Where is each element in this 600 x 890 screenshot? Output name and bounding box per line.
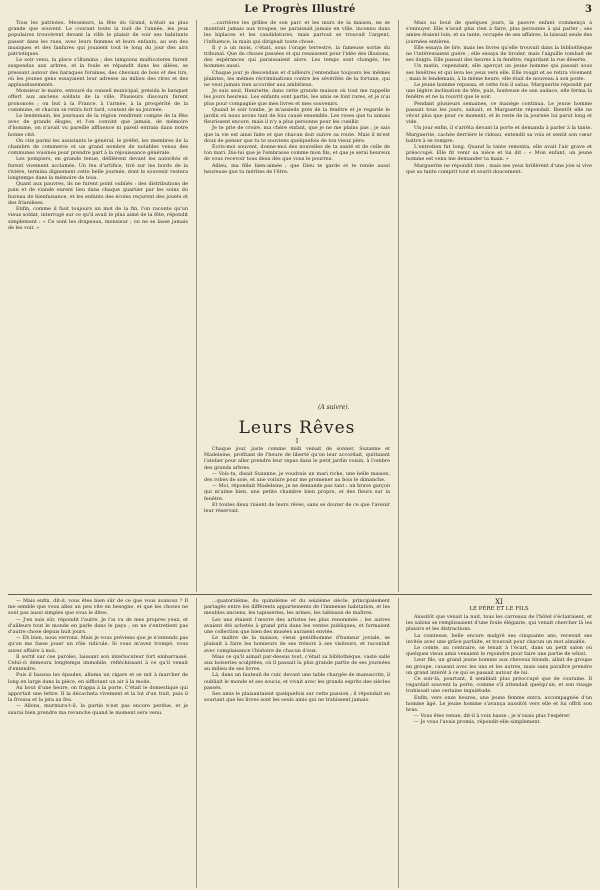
paragraph: Ses amis le plaisantaient quelquefois sur cette passion ; il répondait en souriant que les livres sont les seuls amis qui ne trahissent jamais. <box>204 691 390 704</box>
paragraph: Mais au bout de quelques jours, la pauvre enfant commença à s'ennuyer. Elle n'avait plus rien à faire, plus personne à qui parler ; ses amies étaient loin, et sa tante, occupée de ses affaires, la laissait seule des journées entières. <box>406 20 592 45</box>
paragraph: L'entretien fut long. Quand la tante remonta, elle avait l'air grave et préoccupé. Elle fit venir sa nièce et lui dit : « Mon enfant, un jeune homme est venu me demander ta main. » <box>406 144 592 163</box>
column-divider <box>398 598 399 888</box>
paragraph: Quand le soir tombe, je m'assieds près de la fenêtre et je regarde le jardin où nous avons tant de fois causé ensemble. Les roses que tu aimais fleurissent encore, mais il n'y a plus personne pour les cueillir. <box>204 106 390 126</box>
bottom-column-2 <box>204 598 390 888</box>
paragraph: Monsieur le maire, entouré du conseil municipal, présida le banquet offert aux anciens soldats de la ville. Plusieurs discours furent prononcés ; on but à la France, à l'armée, à la prospérité de la commune, et chacun se retira fort tard, content de sa journée. <box>8 88 188 113</box>
page-number: 3 <box>585 4 592 15</box>
top-column-2 <box>204 20 390 410</box>
paragraph: Au bout d'une heure, on frappa à la porte. C'était le domestique qui apportait une lettre. Il la décacheta vivement et la lut d'un trait, puis il la froissa et la jeta au feu. <box>8 684 188 704</box>
paragraph: Chaque jour, juste comme midi venait de sonner, Suzanne et Madeleine, profitant de l'heure de liberté qu'on leur accordait, quittaient l'atelier pour aller prendre leur repas dans le petit jardin voisin, à l'ombre des grands arbres. <box>204 446 390 471</box>
column-divider <box>398 20 399 592</box>
paragraph: Le jeune homme repassa, et cette fois il salua. Marguerite répondit par une légère inclination de tête, puis, honteuse de son audace, elle ferma la fenêtre et ne la rouvrit que le soir. <box>406 82 592 101</box>
story-headline: Leurs Rêves <box>238 418 356 438</box>
paragraph: — J'en suis sûr, répondit l'autre. Je l'ai vu de mes propres yeux, et d'ailleurs tout le monde en parle dans le pays ; on ne s'entretient pas d'autre chose depuis huit jours. <box>8 616 188 636</box>
paragraph: ...quatorzième, du quinzième et du seizième siècle, principalement partagés entre les différents appartements de l'immense habitation, et les meubles anciens, les tapisseries, les armes, les tableaux de maîtres. <box>204 598 390 617</box>
paragraph: Quant aux pauvres, ils ne furent point oubliés : des distributions de pain et de viande eurent lieu dans chaque quartier par les soins du bureau de bienfaisance, et les enfants des écoles reçurent des jouets et des friandises. <box>8 181 188 206</box>
chapter-number: XI <box>495 598 503 606</box>
paragraph: Mais ce qu'il aimait par-dessus tout, c'était sa bibliothèque, vaste salle aux boiseries sculptées, où il passait la plus grande partie de ses journées au milieu de ses livres. <box>204 653 390 673</box>
paragraph: Pendant plusieurs semaines, ce manège continua. Le jeune homme passait tous les jours, saluait, et Marguerite répondait. Bientôt elle ne vécut plus que pour ce moment, et le reste de la journée lui parut long et vide. <box>406 100 592 126</box>
paragraph: — Eh bien, nous verrons. Mais je vous préviens que je n'entends pas qu'on me fasse jouer un rôle ridicule. Si vous m'avez trompé, vous aurez affaire à moi. <box>8 635 188 654</box>
chapter-title: LE PÈRE ET LE FILS <box>469 606 529 612</box>
paragraph: Les pompiers, en grande tenue, défilèrent devant les autorités et furent vivement acclamés. Un feu d'artifice, tiré sur les bords de la rivière, termina dignement cette belle journée, dont le souvenir restera longtemps dans la mémoire de tous. <box>8 156 188 182</box>
bottom-column-1 <box>8 598 188 888</box>
top-column-1 <box>8 20 188 594</box>
paragraph: Adieu, ma fille bien-aimée ; que Dieu te garde et te rende aussi heureuse que tu mérites de l'être. <box>204 162 390 175</box>
newspaper-title: Le Progrès Illustré <box>244 4 356 15</box>
paragraph: Puis il haussa les épaules, alluma un cigare et se mit à marcher de long en large dans la pièce, en sifflotant un air à la mode. <box>8 672 188 685</box>
top-column-3 <box>406 20 592 594</box>
serial-continuation-note: (A suivre). <box>318 404 350 411</box>
paragraph: — Vois-tu, disait Suzanne, je voudrais un mari riche, une belle maison, des robes de soie, et une voiture pour me promener au bois le dimanche. <box>204 470 390 484</box>
paragraph: Le maître de la maison, vieux gentilhomme d'humeur joviale, se plaisait à faire les honneurs de ses trésors à ses visiteurs, et racontait avec complaisance l'histoire de chacun d'eux. <box>204 635 390 654</box>
paragraph: La comtesse, belle encore malgré ses cinquante ans, recevait ses invités avec une grâce parfaite, et trouvait pour chacun un mot aimable. <box>406 632 592 645</box>
paragraph: Le soir venu, la place s'illumina ; des lampions multicolores furent suspendus aux arbres, et la foule se répandit dans les allées, se pressant autour des baraques foraines, des chevaux de bois et des tirs, où les jeunes gens essayaient leur adresse au milieu des rires et des applaudissements. <box>8 57 188 89</box>
paragraph: On cite parmi les assistants le général, le préfet, les membres de la chambre de commerce et un grand nombre de notables venus des communes voisines pour prendre part à la réjouissance générale. <box>8 137 188 157</box>
bottom-column-3 <box>406 614 592 888</box>
paragraph: Il y a un mois, c'était, sous l'orage terrestre, la fameuse sortie du tribunal. Que de choses passées et qui renaissent pour l'idée des illusions, des espérances qui paraissaient alors. Les temps sont changés, les hommes aussi. <box>204 44 390 70</box>
paragraph: Chaque jour je descendais et d'ailleurs j'entendais toujours les mêmes plaintes, les mêmes récriminations contre les sévérités de la fortune, qui ne veut jamais rien accorder aux ambitieux. <box>204 69 390 89</box>
paragraph: Je suis seul, Henriette, dans cette grande maison où tout me rappelle les jours heureux. Les enfants sont partis, les amis se font rares, et je n'ai plus pour compagnie que mes livres et mes souvenirs. <box>204 88 390 107</box>
paragraph: Elle essaya de lire, mais les livres qu'elle trouvait dans la bibliothèque ne l'intéressaient guère ; elle essaya de broder, mais l'aiguille tombait de ses doigts. Elle passait des heures à la fenêtre, regardant la rue déserte. <box>406 44 592 64</box>
paragraph: Un matin, cependant, elle aperçut un jeune homme qui passait sous ses fenêtres et qui leva les yeux vers elle. Elle rougit et se retira vivement ; mais le lendemain, à la même heure, elle était de nouveau à son poste. <box>406 63 592 82</box>
paragraph: — Moi, répondait Madeleine, je ne demande pas tant : un brave garçon qui m'aime bien, une petite chambre bien propre, et des fleurs sur la fenêtre. <box>204 483 390 502</box>
paragraph: Tous les patriotes. Messieurs, la fête du Grand, n'était sa plus grande que souvent. Le courant toute la nuit de l'année, les jeux populaires trouvèrent devant la ville le plaisir de voir ses habitants passer dans les rues, avec leurs femmes et leurs enfants, au son des musiques et des fanfares qui jouaient tout le long du jour des airs patriotiques. <box>8 20 188 58</box>
paragraph: — Vous êtes venue, dit-il à voix basse ; je n'osais plus l'espérer. <box>414 713 571 720</box>
paragraph: Enfin, comme il faut toujours un mot de la fin, l'on raconte qu'un vieux soldat, interrogé sur ce qu'il avait le plus aimé de la fête, répondit simplement : « Ce sont les drapeaux, monsieur ; on ne se lasse jamais de les voir. » <box>8 206 188 231</box>
paragraph: Les uns étaient l'œuvre des artistes les plus renommés ; les autres avaient été achetés à grand prix dans les ventes publiques, et formaient une collection que bien des musées auraient enviée. <box>204 616 390 636</box>
paragraph: Leur fils, un grand jeune homme aux cheveux blonds, allait de groupe en groupe, causant avec les uns et les autres, mais sans paraître prendre un grand intérêt à ce qui se passait autour de lui. <box>406 657 592 676</box>
paragraph: — Mais enfin, dit-il, vous êtes bien sûr de ce que vous avancez ? Il me semble que vous allez un peu vite en besogne, et que les choses ne sont pas aussi simples que vous le dites. <box>8 598 188 617</box>
paragraph: Le comte, au contraire, se tenait à l'écart, dans un petit salon où quelques vieux amis venaient le rejoindre pour faire une partie de whist. <box>406 645 592 658</box>
paragraph: Écris-moi souvent, donne-moi des nouvelles de ta santé et de celle de ton mari. Dis-lui que je l'embrasse comme mon fils, et que je serai heureux de vous recevoir tous deux dès que vous le pourrez. <box>204 144 390 163</box>
paragraph: ...carrières les grilles de son parc et les murs de la maison, ne se montrait jamais aux troupes, ne paraissait jamais en ville, inconnu dans les biplaces et les candidatures, mais partout se trouvait l'argent, l'influence, la main qui dirigeait toute chose. <box>204 20 390 45</box>
story-section-number: I <box>295 438 299 445</box>
paragraph: Aussitôt que venait la nuit, tous les carreaux de l'hôtel s'éclairaient, et les salons se remplissaient d'une foule élégante, qui venait chercher là les plaisirs et les distractions. <box>406 614 592 633</box>
feuilleton-divider <box>8 594 592 595</box>
story-column <box>204 446 390 592</box>
paragraph: Ce soir-là, pourtant, il semblait plus préoccupé que de coutume. Il regardait souvent la porte, comme s'il attendait quelqu'un, et son visage trahissait une certaine inquiétude. <box>406 676 592 695</box>
paragraph: Je te prie de croire, ma chère enfant, que je ne me plains pas ; je sais que la vie est ainsi faite et que chacun doit suivre sa route. Mais il m'est doux de penser que tu te souviens quelquefois de ton vieux père. <box>204 125 390 144</box>
paragraph: Là, dans un fauteuil de cuir, devant une table chargée de manuscrits, il oubliait le monde et ses soucis, et vivait avec les grands esprits des siècles passés. <box>204 672 390 691</box>
page-header <box>0 0 600 20</box>
paragraph: Un jour enfin, il s'arrêta devant la porte et demanda à parler à la tante. Marguerite, cachée derrière le rideau, entendit sa voix et sentit son cœur battre à se rompre. <box>406 125 592 144</box>
column-divider <box>196 20 197 592</box>
paragraph: — Je vous l'avais promis, répondit-elle simplement. <box>414 719 541 726</box>
paragraph: Le lendemain, les journaux de la région rendirent compte de la fête avec de grands éloges, et l'on convint que jamais, de mémoire d'homme, on n'avait vu pareille affluence ni pareil entrain dans notre bonne cité. <box>8 113 188 138</box>
paragraph: — Allons, murmura-t-il, la partie n'est pas encore perdue, et je saurai bien prendre ma revanche quand le moment sera venu. <box>8 703 188 716</box>
paragraph: Et toutes deux riaient de leurs rêves, sans se douter de ce que l'avenir leur réservait. <box>204 501 390 515</box>
column-divider <box>196 598 197 888</box>
paragraph: Enfin, vers onze heures, une jeune femme entra, accompagnée d'un homme âgé. Le jeune homme s'avança aussitôt vers elle et lui offrit son bras. <box>406 694 592 714</box>
paragraph: Marguerite ne répondit rien ; mais ses yeux brillèrent d'une joie si vive que sa tante comprit tout et sourit doucement. <box>406 162 592 175</box>
paragraph: Il sortit sur ces paroles, laissant son interlocuteur fort embarrassé. Celui-ci demeura longtemps immobile, réfléchissant à ce qu'il venait d'entendre. <box>8 653 188 673</box>
